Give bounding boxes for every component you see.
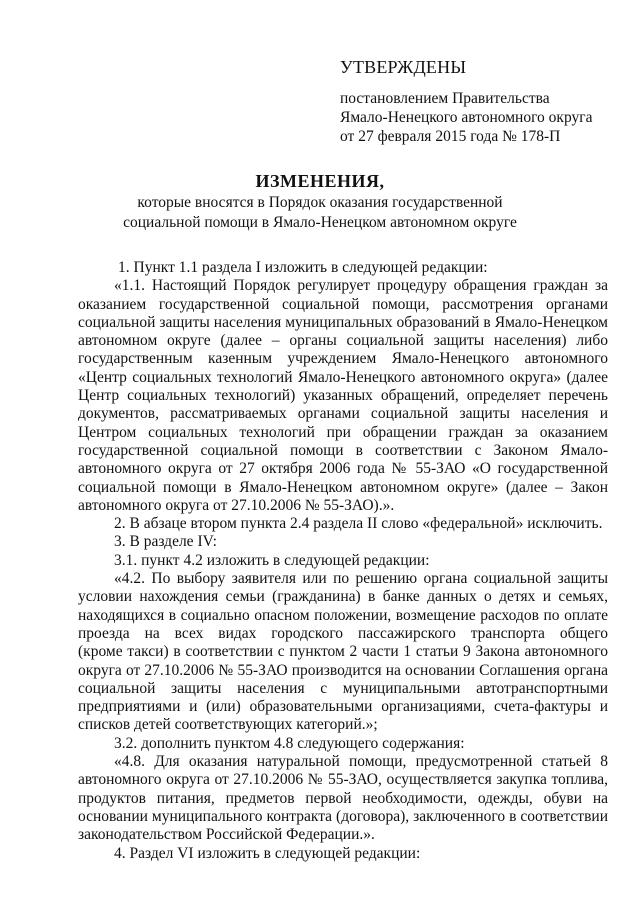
- paragraph-line: 3.2. дополнить пунктом 4.8 следующего содержания:: [114, 734, 465, 752]
- paragraph-line: социальной защиты населения муниципальных образований в Ямало-Ненецком: [78, 313, 608, 331]
- paragraph-line: находящихся в социально опасном положении, возмещение расходов по оплате: [78, 606, 608, 624]
- approval-line: от 27 февраля 2015 года № 178-П: [340, 128, 561, 145]
- paragraph-line: социальной защиты населения с муниципальными автотранспортными: [78, 679, 608, 697]
- paragraph-line: основании муниципального контракта (договора), заключенного в соответствии: [78, 807, 608, 825]
- paragraph-line: предприятиями и (или) образовательными организациями, счета-фактуры и: [78, 698, 608, 716]
- document-title-block: [40, 170, 600, 233]
- approval-stamp: [340, 56, 620, 146]
- paragraph-line: законодательством Российской Федерации.».: [78, 826, 375, 844]
- paragraph-line: «Центр социальных технологий Ямало-Ненецкого автономного округа» (далее: [78, 368, 608, 386]
- paragraph-line: социальной помощи в Ямало-Ненецком автономном округе» (далее – Закон: [78, 478, 608, 496]
- paragraph-line: условии нахождения семьи (гражданина) в банке данных о детях и семьях,: [78, 588, 608, 606]
- document-subtitle-line: которые вносятся в Порядок оказания государственной: [137, 194, 503, 211]
- paragraph-line: документов, рассматриваемых органами социальной защиты населения и: [78, 405, 608, 423]
- paragraph-line: (кроме такси) в соответствии с пунктом 2 части 1 статьи 9 Закона автономного: [78, 643, 608, 661]
- approval-heading: УТВЕРЖДЕНЫ: [340, 57, 467, 77]
- paragraph-line: 4. Раздел VI изложить в следующей редакции:: [114, 844, 421, 862]
- paragraph-line: государственным казенным учреждением Ямало-Ненецкого автономного: [78, 350, 608, 368]
- paragraph-line: списков детей соответствующих категорий.»;: [78, 716, 378, 734]
- paragraph-line: оказанием государственной социальной помощи, рассмотрения органами: [78, 295, 608, 313]
- document-title: ИЗМЕНЕНИЯ,: [255, 171, 385, 191]
- document-subtitle-line: социальной помощи в Ямало-Ненецком автономном округе: [123, 214, 517, 231]
- paragraph-line: Центр социальных технологий) указанных обращений, определяет перечень: [78, 387, 608, 405]
- paragraph-line: автономного округа от 27 октября 2006 года № 55-ЗАО «О государственной: [78, 460, 608, 478]
- approval-line: Ямало-Ненецкого автономного округа: [340, 109, 593, 126]
- paragraph-line: 2. В абзаце втором пункта 2.4 раздела II слово «федеральной» исключить.: [114, 515, 603, 533]
- paragraph-line: Центром социальных технологий при обращении граждан за оказанием: [78, 423, 608, 441]
- paragraph-line: продуктов питания, предметов первой необходимости, одежды, обуви на: [78, 789, 608, 807]
- paragraph-line: автономном округе (далее – органы социальной защиты населения) либо: [78, 332, 608, 350]
- document-body: [78, 259, 608, 863]
- paragraph-line: 3.1. пункт 4.2 изложить в следующей редакции:: [114, 551, 430, 569]
- paragraph-line: 1. Пункт 1.1 раздела I изложить в следующей редакции:: [118, 259, 488, 276]
- paragraph-line: проезда на всех видах городского пассажирского транспорта общего: [78, 624, 608, 642]
- paragraph-line: «4.8. Для оказания натуральной помощи, предусмотренной статьей 8: [114, 753, 608, 771]
- paragraph-line: автономного округа от 27.10.2006 № 55-ЗАО, осуществляется закупка топлива,: [78, 771, 608, 789]
- paragraph-line: государственной социальной помощи в соответствии с Законом Ямало-: [78, 441, 608, 459]
- paragraph-line: «1.1. Настоящий Порядок регулирует процедуру обращения граждан за: [114, 277, 608, 295]
- approval-line: постановлением Правительства: [340, 90, 550, 107]
- paragraph-line: округа от 27.10.2006 № 55-ЗАО производится на основании Соглашения органа: [78, 661, 608, 679]
- paragraph-line: автономного округа от 27.10.2006 № 55-ЗАО).».: [78, 496, 395, 514]
- paragraph-line: 3. В разделе IV:: [114, 533, 217, 551]
- paragraph-line: «4.2. По выбору заявителя или по решению органа социальной защиты: [114, 570, 608, 588]
